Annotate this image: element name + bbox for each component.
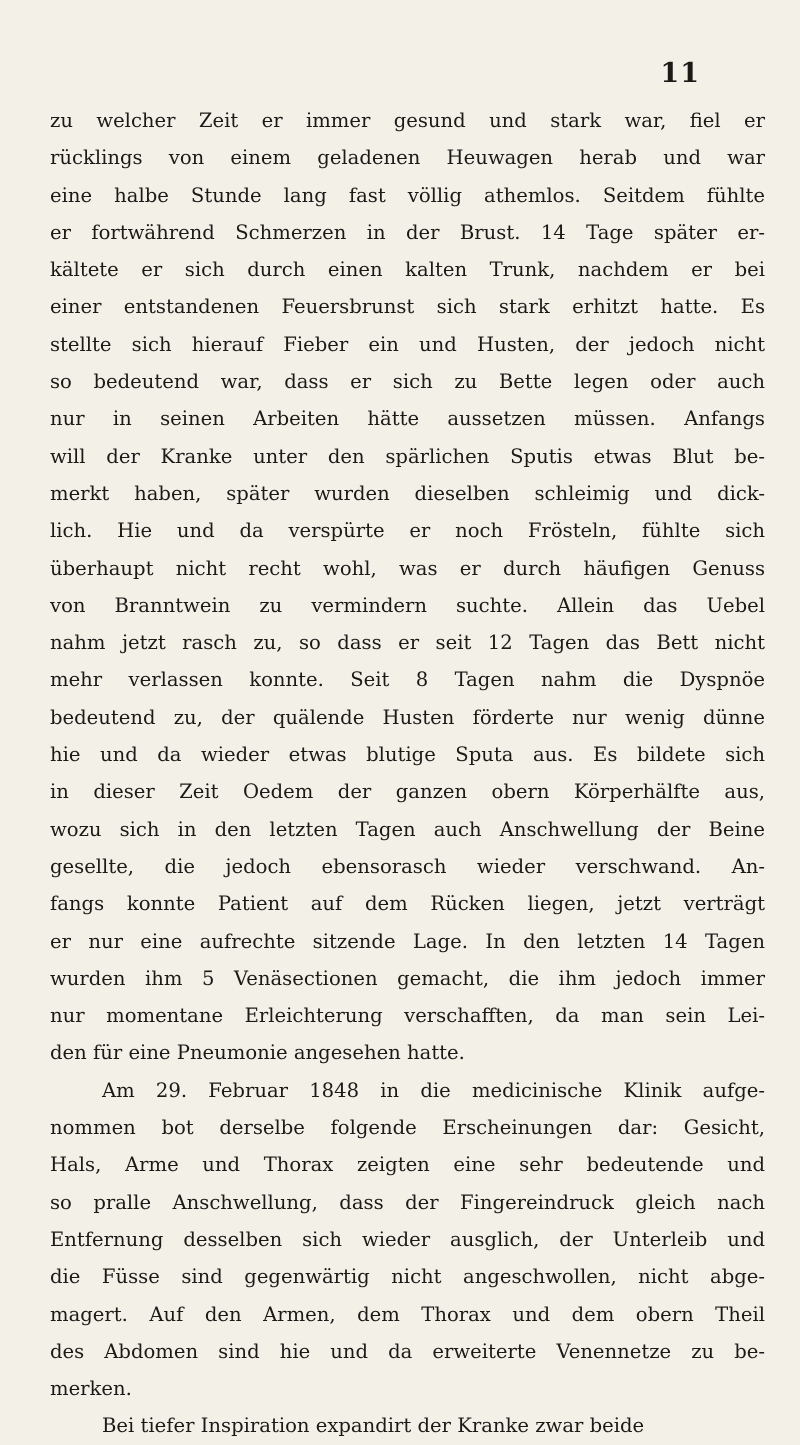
text-line: er fortwährend Schmerzen in der Brust. 14 Tage später er- <box>50 220 765 244</box>
page-number: 11 <box>660 58 700 89</box>
text-line: will der Kranke unter den spärlichen Sputis etwas Blut be- <box>50 444 765 468</box>
text-line: fangs konnte Patient auf dem Rücken liegen, jetzt verträgt <box>50 892 765 916</box>
text-line: Am 29. Februar 1848 in die medicinische Klinik aufge- <box>102 1078 765 1102</box>
text-line: einer entstandenen Feuersbrunst sich stark erhitzt hatte. Es <box>50 295 765 319</box>
paragraph <box>50 1407 765 1444</box>
text-line: mehr verlassen konnte. Seit 8 Tagen nahm die Dyspnöe <box>50 668 765 692</box>
text-line: die Füsse sind gegenwärtig nicht angeschwollen, nicht abge- <box>50 1265 765 1289</box>
text-line: Hals, Arme und Thorax zeigten eine sehr bedeutende und <box>50 1153 765 1177</box>
text-line: rücklings von einem geladenen Heuwagen herab und war <box>50 146 765 170</box>
text-line: in dieser Zeit Oedem der ganzen obern Körperhälfte aus, <box>50 780 765 804</box>
text-line: er nur eine aufrechte sitzende Lage. In den letzten 14 Tagen <box>50 929 765 953</box>
text-line: des Abdomen sind hie und da erweiterte Venennetze zu be- <box>50 1339 765 1363</box>
text-line: so bedeutend war, dass er sich zu Bette legen oder auch <box>50 370 765 394</box>
text-line: wozu sich in den letzten Tagen auch Anschwellung der Beine <box>50 817 765 841</box>
text-line: magert. Auf den Armen, dem Thorax und dem obern Theil <box>50 1302 765 1326</box>
text-line: Entfernung desselben sich wieder ausglich, der Unterleib und <box>50 1227 765 1251</box>
text-line: merken. <box>50 1377 132 1401</box>
text-line: Bei tiefer Inspiration expandirt der Kranke zwar beide <box>102 1414 645 1438</box>
text-line: hie und da wieder etwas blutige Sputa aus. Es bildete sich <box>50 743 765 767</box>
text-line: nommen bot derselbe folgende Erscheinungen dar: Gesicht, <box>50 1116 765 1140</box>
text-line: bedeutend zu, der quälende Husten förderte nur wenig dünne <box>50 705 765 729</box>
text-line: lich. Hie und da verspürte er noch Frösteln, fühlte sich <box>50 519 765 543</box>
text-line: gesellte, die jedoch ebensorasch wieder verschwand. An- <box>50 854 765 878</box>
text-line: nur momentane Erleichterung verschafften, da man sein Lei- <box>50 1004 765 1028</box>
text-line: eine halbe Stunde lang fast völlig athemlos. Seitdem fühlte <box>50 183 765 207</box>
text-line: so pralle Anschwellung, dass der Fingereindruck gleich nach <box>50 1190 765 1214</box>
text-line: den für eine Pneumonie angesehen hatte. <box>50 1041 465 1065</box>
text-line: wurden ihm 5 Venäsectionen gemacht, die ihm jedoch immer <box>50 966 765 990</box>
paragraph <box>50 102 765 1072</box>
text-line: kältete er sich durch einen kalten Trunk, nachdem er bei <box>50 258 765 282</box>
text-line: nahm jetzt rasch zu, so dass er seit 12 Tagen das Bett nicht <box>50 631 765 655</box>
paragraph <box>50 1072 765 1408</box>
text-line: nur in seinen Arbeiten hätte aussetzen müssen. Anfangs <box>50 407 765 431</box>
text-line: stellte sich hierauf Fieber ein und Husten, der jedoch nicht <box>50 332 765 356</box>
body-text <box>50 102 765 1445</box>
text-line: merkt haben, später wurden dieselben schleimig und dick- <box>50 481 765 505</box>
text-line: überhaupt nicht recht wohl, was er durch häufigen Genuss <box>50 556 765 580</box>
text-line: von Branntwein zu vermindern suchte. Allein das Uebel <box>50 593 765 617</box>
text-line: zu welcher Zeit er immer gesund und stark war, fiel er <box>50 109 765 132</box>
